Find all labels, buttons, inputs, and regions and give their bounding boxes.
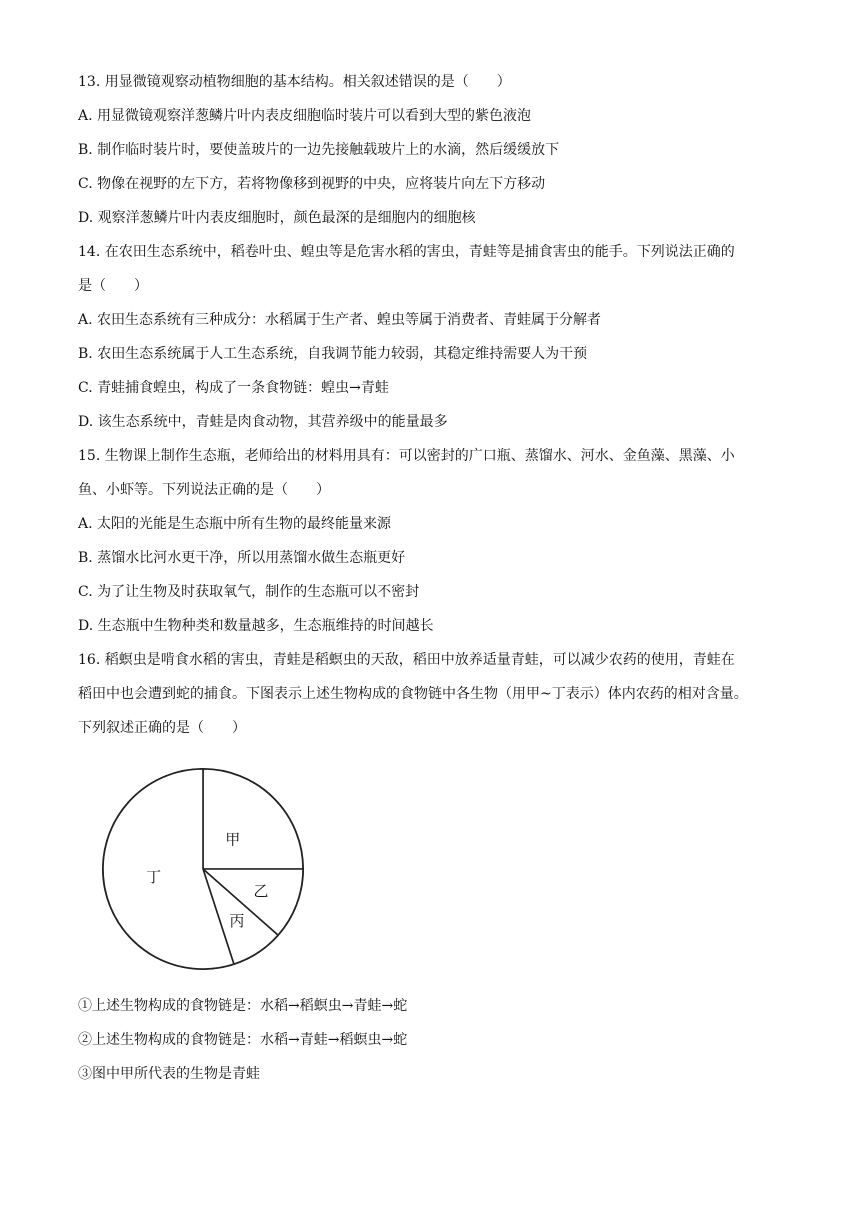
pie-slices: [103, 769, 303, 969]
pie-slice: [203, 769, 303, 869]
q14-option-b: B. 农田生态系统属于人工生态系统，自我调节能力较弱，其稳定维持需要人为干预: [78, 346, 588, 362]
pesticide-pie-chart: [98, 764, 308, 974]
q16-statement-3: ③图中甲所代表的生物是青蛙: [78, 1066, 260, 1082]
q15-option-a: A. 太阳的光能是生态瓶中所有生物的最终能量来源: [78, 516, 392, 532]
q13-option-d: D. 观察洋葱鳞片叶内表皮细胞时，颜色最深的是细胞内的细胞核: [78, 210, 476, 226]
q14-option-c: C. 青蛙捕食蝗虫，构成了一条食物链：蝗虫→青蛙: [78, 380, 389, 396]
q15-stem-line2: 鱼、小虾等。下列说法正确的是（ ）: [78, 482, 330, 498]
pie-slice-label: 丁: [146, 867, 162, 886]
q13-option-c: C. 物像在视野的左下方，若将物像移到视野的中央，应将装片向左下方移动: [78, 176, 546, 192]
q15-option-c: C. 为了让生物及时获取氧气，制作的生态瓶可以不密封: [78, 584, 420, 600]
pie-slice-label: 乙: [253, 881, 269, 900]
q16-stem-line3: 下列叙述正确的是（ ）: [78, 720, 246, 736]
q13-stem: 13. 用显微镜观察动植物细胞的基本结构。相关叙述错误的是（ ）: [78, 74, 511, 90]
q14-option-d: D. 该生态系统中，青蛙是肉食动物，其营养级中的能量最多: [78, 414, 448, 430]
q15-stem-line1: 15. 生物课上制作生态瓶，老师给出的材料用具有：可以密封的广口瓶、蒸馏水、河水、金鱼藻、黑藻、小: [78, 448, 735, 464]
q16-statement-2: ②上述生物构成的食物链是：水稻→青蛙→稻螟虫→蛇: [78, 1032, 408, 1048]
q14-stem-line2: 是（ ）: [78, 278, 148, 294]
q14-stem-line1: 14. 在农田生态系统中，稻卷叶虫、蝗虫等是危害水稻的害虫，青蛙等是捕食害虫的能手。下列说法正确的: [78, 244, 735, 260]
q14-option-a: A. 农田生态系统有三种成分：水稻属于生产者、蝗虫等属于消费者、青蛙属于分解者: [78, 312, 602, 328]
q16-statement-1: ①上述生物构成的食物链是：水稻→稻螟虫→青蛙→蛇: [78, 998, 408, 1014]
q13-option-b: B. 制作临时装片时，要使盖玻片的一边先接触载玻片上的水滴，然后缓缓放下: [78, 142, 560, 158]
q13-option-a: A. 用显微镜观察洋葱鳞片叶内表皮细胞临时装片可以看到大型的紫色液泡: [78, 108, 532, 124]
q15-option-b: B. 蒸馏水比河水更干净，所以用蒸馏水做生态瓶更好: [78, 550, 406, 566]
q16-stem-line1: 16. 稻螟虫是啃食水稻的害虫，青蛙是稻螟虫的天敌，稻田中放养适量青蛙，可以减少农药的使用，青蛙在: [78, 652, 735, 668]
q16-stem-line2: 稻田中也会遭到蛇的捕食。下图表示上述生物构成的食物链中各生物（用甲~丁表示）体内农药的相对含量。: [78, 686, 748, 702]
pie-slice-label: 丙: [229, 911, 245, 930]
pie-slice-label: 甲: [225, 830, 241, 849]
q15-option-d: D. 生态瓶中生物种类和数量越多，生态瓶维持的时间越长: [78, 618, 434, 634]
